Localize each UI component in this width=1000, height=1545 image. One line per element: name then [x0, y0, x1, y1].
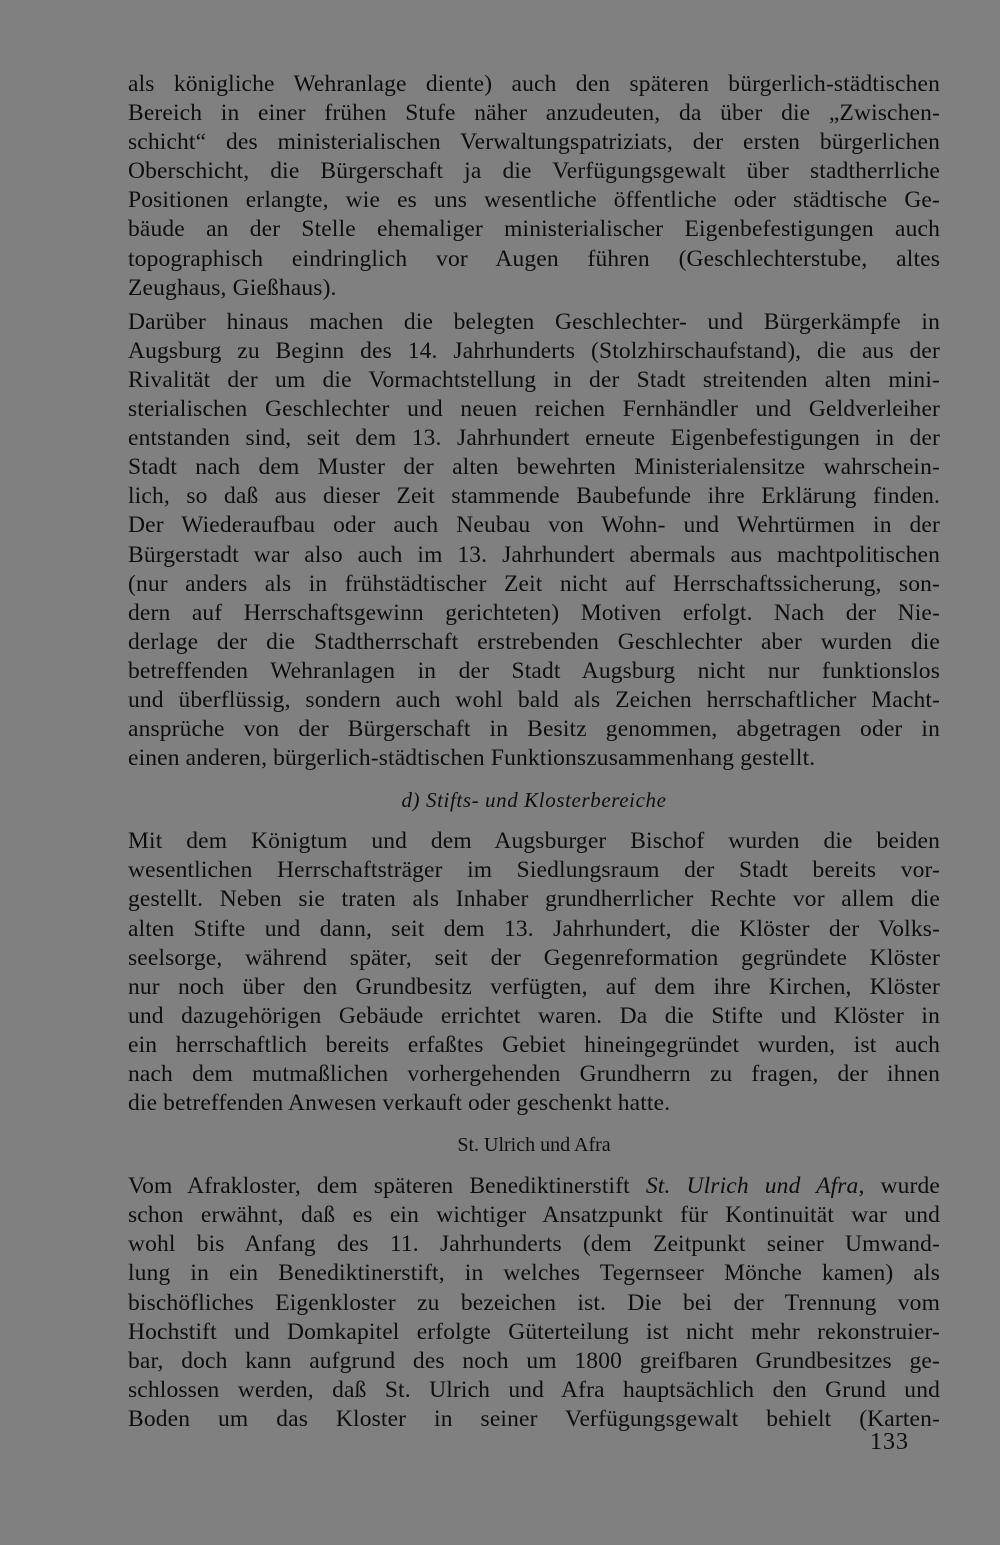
text-line: Rivalität der um die Vormachtstellung in der Stadt streitenden alten mini-: [128, 366, 940, 393]
text-line: derlage der die Stadtherrschaft erstrebenden Geschlechter aber wurden die: [128, 628, 940, 655]
text-line: sterialischen Geschlechter und neuen reichen Fernhändler und Geldverleiher: [128, 396, 940, 423]
text-line: Mit dem Königtum und dem Augsburger Bischof wurden die beiden: [128, 828, 940, 855]
text-line: Boden um das Kloster in seiner Verfügungsgewalt behielt (Karten-: [128, 1405, 940, 1432]
text-line: Zeughaus, Gießhaus).: [128, 274, 337, 301]
text-line: und überflüssig, sondern auch wohl bald als Zeichen herrschaftlicher Macht-: [128, 686, 940, 713]
text-line: betreffenden Wehranlagen in der Stadt Augsburg nicht nur funktionslos: [128, 657, 940, 684]
paragraph-4: [128, 1172, 940, 1434]
page-number: 133: [870, 1429, 909, 1455]
text-line: Stadt nach dem Muster der alten bewehrten Ministerialensitze wahrschein-: [128, 454, 940, 481]
text-line: wohl bis Anfang des 11. Jahrhunderts (dem Zeitpunkt seiner Umwand-: [128, 1231, 940, 1258]
text-line: Augsburg zu Beginn des 14. Jahrhunderts (Stolzhirschaufstand), die aus der: [128, 337, 940, 364]
text-line: bäude an der Stelle ehemaliger ministerialischer Eigenbefestigungen auch: [128, 216, 940, 243]
text-line: gestellt. Neben sie traten als Inhaber grundherrlicher Rechte vor allem die: [128, 886, 940, 913]
text-span: wurde: [864, 1173, 940, 1200]
text-line: schlossen werden, daß St. Ulrich und Afra hauptsächlich den Grund und: [128, 1376, 940, 1403]
section-heading-d: d) Stifts- und Klosterbereiche: [401, 788, 667, 813]
text-line: bischöfliches Eigenkloster zu bezeichen ist. Die bei der Trennung vom: [128, 1289, 940, 1316]
text-line: wesentlichen Herrschaftsträger im Siedlungsraum der Stadt bereits vor-: [128, 857, 940, 884]
text-line: Darüber hinaus machen die belegten Geschlechter- und Bürgerkämpfe in: [128, 308, 940, 335]
text-line: bar, doch kann aufgrund des noch um 1800 greifbaren Grundbesitzes ge-: [128, 1347, 940, 1374]
text-line: die betreffenden Anwesen verkauft oder geschenkt hatte.: [128, 1090, 671, 1117]
text-line: seelsorge, während später, seit der Gegenreformation gegründete Klöster: [128, 944, 940, 971]
text-line: (nur anders als in frühstädtischer Zeit nicht auf Herrschaftssicherung, son-: [128, 570, 940, 597]
text-line: nur noch über den Grundbesitz verfügten, auf dem ihre Kirchen, Klöster: [128, 973, 940, 1000]
text-line: [128, 1172, 940, 1201]
text-line: schicht“ des ministerialischen Verwaltungspatriziats, der ersten bürgerlichen: [128, 129, 940, 156]
paragraph-1: [128, 70, 940, 303]
text-line: Bereich in einer frühen Stufe näher anzudeuten, da über die „Zwischen-: [128, 100, 940, 127]
text-line: dern auf Herrschaftsgewinn gerichteten) Motiven erfolgt. Nach der Nie-: [128, 599, 940, 626]
text-line: lich, so daß aus dieser Zeit stammende Baubefunde ihre Erklärung finden.: [128, 483, 940, 510]
text-line: topographisch eindringlich vor Augen führen (Geschlechterstube, altes: [128, 245, 940, 272]
text-line: einen anderen, bürgerlich-städtischen Funktionszusammenhang gestellt.: [128, 745, 816, 772]
text-line: nach dem mutmaßlichen vorhergehenden Grundherrn zu fragen, der ihnen: [128, 1061, 940, 1087]
paragraph-3: [128, 827, 940, 1118]
text-line: ansprüche von der Bürgerschaft in Besitz genommen, abgetragen oder in: [128, 716, 940, 743]
page-body: [128, 70, 940, 1434]
section-heading-st-ulrich: St. Ulrich und Afra: [457, 1134, 611, 1157]
text-line: lung in ein Benediktinerstift, in welches Tegernseer Mönche kamen) als: [128, 1260, 940, 1287]
text-line: Bürgerstadt war also auch im 13. Jahrhundert abermals aus machtpolitischen: [128, 541, 940, 568]
paragraph-2: [128, 308, 940, 774]
text-line: schon erwähnt, daß es ein wichtiger Ansatzpunkt für Kontinuität war und: [128, 1202, 940, 1229]
text-line: und dazugehörigen Gebäude errichtet waren. Da die Stifte und Klöster in: [128, 1002, 940, 1029]
text-line: Positionen erlangte, wie es uns wesentliche öffentliche oder städtische Ge-: [128, 187, 940, 214]
italic-title: St. Ulrich und Afra,: [645, 1173, 865, 1200]
text-line: Hochstift und Domkapitel erfolgte Güterteilung ist nicht mehr rekonstruier-: [128, 1318, 940, 1345]
text-line: entstanden sind, seit dem 13. Jahrhundert erneute Eigenbefestigungen in der: [128, 425, 940, 452]
text-line: ein herrschaftlich bereits erfaßtes Gebiet hineingegründet wurden, ist auch: [128, 1031, 940, 1058]
text-line: Oberschicht, die Bürgerschaft ja die Verfügungsgewalt über stadtherrliche: [128, 158, 940, 185]
text-span: Vom Afrakloster, dem späteren Benediktinerstift: [128, 1173, 646, 1200]
text-line: als königliche Wehranlage diente) auch den späteren bürgerlich-städtischen: [128, 71, 940, 97]
text-line: Der Wiederaufbau oder auch Neubau von Wohn- und Wehrtürmen in der: [128, 512, 940, 539]
text-line: alten Stifte und dann, seit dem 13. Jahrhundert, die Klöster der Volks-: [128, 915, 940, 942]
